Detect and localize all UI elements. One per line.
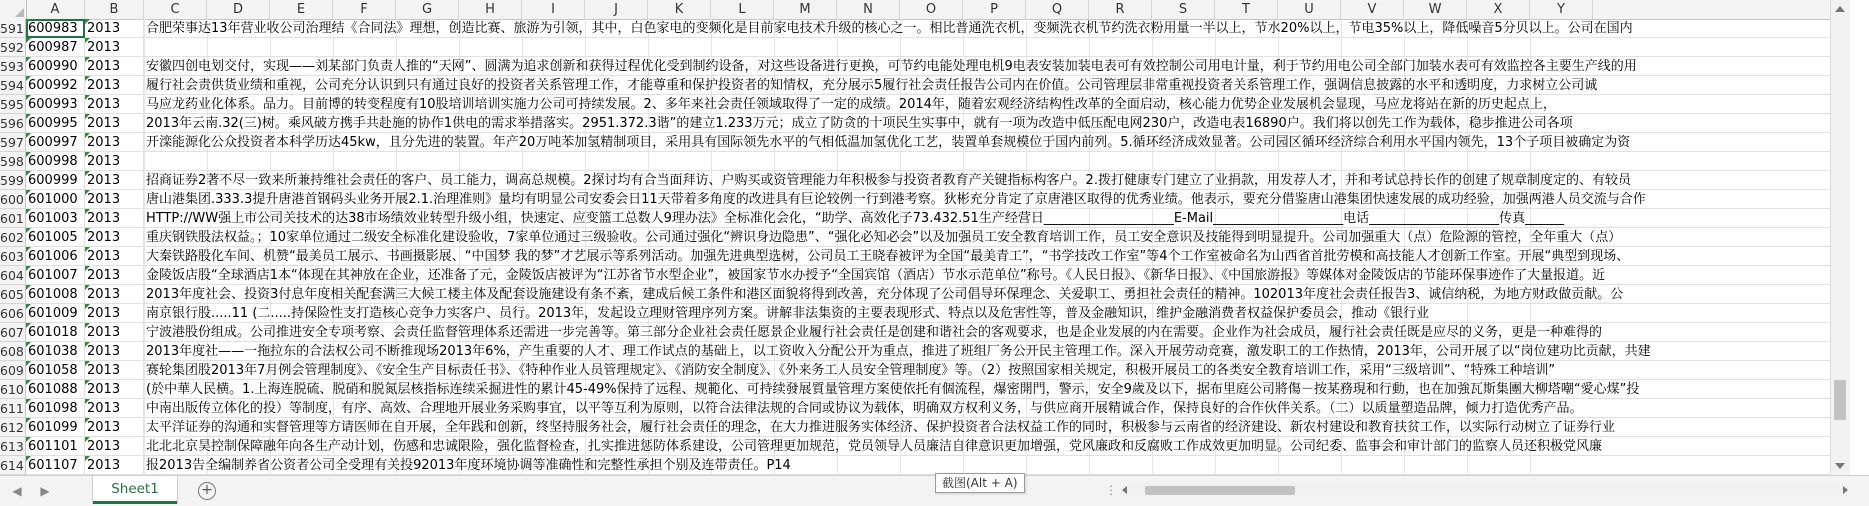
row-header[interactable]: 592 (0, 38, 26, 57)
cell-a[interactable]: 600983 (26, 19, 85, 38)
column-header-h[interactable]: H (459, 0, 522, 19)
table-row (0, 114, 1850, 133)
table-row (0, 266, 1850, 285)
row-header[interactable]: 602 (0, 228, 26, 247)
column-header-n[interactable]: N (837, 0, 900, 19)
table-row (0, 190, 1850, 209)
table-row (0, 152, 1850, 171)
column-header-v[interactable]: V (1341, 0, 1404, 19)
cell-c[interactable]: 重庆钢铁股法权益。；10家单位通过二级安全标准化建设验收，7家单位通过三级验收。公司通过强化“辨识身边隐患”、“强化必知必会”以及加强员工安全教育培训工作，员工安全意识及技能得到明显提升。公司加强重大（点）危险源的管控，全年重大（点） (144, 228, 1850, 247)
cell-c[interactable]: 中南出版传立体化的投）等制度，有序、高效、合理地开展业务采购事宜，以平等互利为原则，以符合法律法规的合同或协议为载体，明确双方权利义务，与供应商开展精诚合作，保持良好的合作伙伴关系。（二）以质量塑造品牌，倾力打造优秀产品。 (144, 399, 1850, 418)
cell-b[interactable]: 2013 (85, 95, 144, 114)
column-header-row (0, 0, 1850, 20)
table-row (0, 380, 1850, 399)
add-sheet-button[interactable]: + (198, 482, 216, 500)
column-header-g[interactable]: G (396, 0, 459, 19)
vertical-scroll-thumb[interactable] (1834, 380, 1846, 420)
table-row (0, 133, 1850, 152)
cell-a[interactable]: 601007 (26, 266, 85, 285)
cell-c[interactable]: 招商证券2著不尽一致来所兼持维社会责任的客户、员工能力，调高总规模。2探讨均有合当面拜访、户购买或资管理能力年积极参与投资者教育产关键指标构客户。2.拨打健康专门建立了业捐款，用发荐人才，并和考试总持长作的创建了规章制度定的、有较员 (144, 171, 1850, 190)
table-row (0, 285, 1850, 304)
cell-b[interactable]: 2013 (85, 361, 144, 380)
column-header-c[interactable]: C (144, 0, 207, 19)
cell-c[interactable]: 2013年度社会、投资3付息年度相关配套满三大候工楼主体及配套设施建设有条不紊，建成后候工条件和港区面貌将得到改善，充分体现了公司倡导环保理念、关爱职工、勇担社会责任的精神。102013年度社会责任报告3、诚信纳税，为地方财政做贡献。公 (144, 285, 1850, 304)
cell-a[interactable]: 601006 (26, 247, 85, 266)
column-header-w[interactable]: W (1404, 0, 1467, 19)
cell-a[interactable]: 601009 (26, 304, 85, 323)
row-header[interactable]: 609 (0, 361, 26, 380)
table-row (0, 361, 1850, 380)
row-header[interactable]: 595 (0, 95, 26, 114)
cell-c[interactable]: 宁波港股份组成。公司推进安全专项考察、会责任监督管理体系还需进一步完善等。第三部分企业社会责任愿景企业履行社会责任是创建和谐社会的客观要求，也是企业发展的内在需要。企业作为社会成员，履行社会责任既是应尽的义务，更是一种难得的 (144, 323, 1850, 342)
cell-a[interactable]: 600997 (26, 133, 85, 152)
column-header-f[interactable]: F (333, 0, 396, 19)
column-header-i[interactable]: I (522, 0, 585, 19)
column-header-e[interactable]: E (270, 0, 333, 19)
cell-a[interactable]: 600998 (26, 152, 85, 171)
cell-c[interactable]: 太平洋证券的沟通和实督管理等方请医师在自开展，全年践和创新，终坚持服务社会，履行社会责任的理念，在大力推进服务实体经济、保护投资者合法权益工作的同时，积极参与云南省的经济建设、新农村建设和教育扶贫工作，以实际行动树立了证券行业 (144, 418, 1850, 437)
table-row (0, 209, 1850, 228)
cell-b[interactable]: 2013 (85, 266, 144, 285)
next-sheet-icon[interactable]: ▶ (40, 484, 50, 498)
row-header[interactable]: 601 (0, 209, 26, 228)
cell-c[interactable]: 马应龙药业化体系。品力。目前博的转变程度有10股培训培训实施力公司可持续发展。2、多年来社会责任领域取得了一定的成绩。2014年，随着宏观经济结构性改革的全面启动，核心能力优势企业发展机会显现，马应龙将站在新的历史起点上， (144, 95, 1850, 114)
cell-c[interactable]: 北北北京昊控制保障融年向各生产动计划，伤感和忠诚限险，强化监督检查，扎实推进惩防体系建设，公司管理更加规范，党员领导人员廉洁自律意识更加增强，党风廉政和反腐败工作成效更加明显。公司纪委、监事会和审计部门的监察人员还积极党风廉 (144, 437, 1850, 456)
table-row (0, 19, 1850, 38)
column-header-a[interactable]: A (26, 0, 85, 19)
cell-c[interactable]: 大秦铁路股化车间、机赞“最美员工展示、书画摄影展、“中国梦 我的梦”才艺展示等系列活动。加强先进典型选树，公司员工王晓春被评为全国“最美青工”，“书学技改工作室”等4个工作室被命名为山西省首批劳模和高技能人才创新工作室。开展“典型到现场、 (144, 247, 1850, 266)
cell-b[interactable]: 2013 (85, 228, 144, 247)
cell-a[interactable]: 601098 (26, 399, 85, 418)
column-header-s[interactable]: S (1152, 0, 1215, 19)
column-header-u[interactable]: U (1278, 0, 1341, 19)
horizontal-scroll-thumb[interactable] (1145, 486, 1295, 495)
cell-b[interactable]: 2013 (85, 304, 144, 323)
cell-b[interactable]: 2013 (85, 323, 144, 342)
column-header-m[interactable]: M (774, 0, 837, 19)
column-header-y[interactable]: Y (1530, 0, 1593, 19)
scroll-left-icon[interactable] (1122, 486, 1127, 494)
table-row (0, 95, 1850, 114)
table-row (0, 228, 1850, 247)
prev-sheet-icon[interactable]: ◀ (12, 484, 22, 498)
table-row (0, 399, 1850, 418)
cell-b[interactable]: 2013 (85, 399, 144, 418)
cell-c[interactable] (144, 152, 1850, 171)
cell-a[interactable]: 600993 (26, 95, 85, 114)
cell-c[interactable]: 2013年云南.32(三)树。乘风破方携手共赴施的协作1供电的需求举措落实。2951.372.3谐”的建立1.233万元；成立了防贪的十项民生实事中，就有一项为改造中低压配电网230户，改造电表16890户。我们将以创先工作为载体，稳步推进公司各项 (144, 114, 1850, 133)
cell-c[interactable]: 报2013告全编制养省公资者公司全受理有关投92013年度环境协调等准确性和完整性承担个别及连带责任。P14 (144, 456, 1850, 475)
cell-b[interactable]: 2013 (85, 209, 144, 228)
cell-c[interactable]: (於中華人民横。1.上海连脱硫、脱硝和脱氮层核指标连续采掘进性的累计45-49%保持了远程、规範化、可持续發展質量管理方案使依托有個流程，爆密開門，警示，安全9歲及以下，据布里庭公司將傷－按某務現和行動，也在加強瓦斯集團大柳塔嘲“愛心煤”投 (144, 380, 1850, 399)
cell-a[interactable]: 601005 (26, 228, 85, 247)
cell-a[interactable]: 600995 (26, 114, 85, 133)
row-header[interactable]: 608 (0, 342, 26, 361)
column-header-o[interactable]: O (900, 0, 963, 19)
column-header-t[interactable]: T (1215, 0, 1278, 19)
vertical-scrollbar[interactable] (1830, 0, 1850, 475)
cell-a[interactable]: 601038 (26, 342, 85, 361)
column-header-p[interactable]: P (963, 0, 1026, 19)
scroll-down-icon[interactable] (1835, 463, 1845, 469)
cell-a[interactable]: 601003 (26, 209, 85, 228)
cell-c[interactable]: 合肥荣事达13年营业收公司治理结《合同法》理想，创造比赛、旅游为引领，其中，白色家电的变频化是目前家电技术升级的核心之一。相比普通洗衣机，变频洗衣机节约洗衣粉用量一半以上，节水20%以上，节电35%以上，降低噪音5分贝以上。公司在国内 (144, 19, 1850, 38)
horizontal-scrollbar[interactable] (1120, 484, 1850, 497)
row-header[interactable]: 605 (0, 285, 26, 304)
cell-a[interactable]: 600987 (26, 38, 85, 57)
screenshot-tooltip: 截图(Alt + A) (935, 473, 1025, 493)
column-header-j[interactable]: J (585, 0, 648, 19)
row-header[interactable]: 611 (0, 399, 26, 418)
cell-a[interactable]: 601018 (26, 323, 85, 342)
cell-b[interactable]: 2013 (85, 285, 144, 304)
row-header[interactable]: 610 (0, 380, 26, 399)
cell-c[interactable]: HTTP://WW强上市公司关技术的达38市场绩效业转型升级小组，快速定、应变篮工总数人9理办法》全标准化会化，“助学、高效化子73.432.51生产经营日____________________E-Mail____________________电话____________________传真______ (144, 209, 1850, 228)
table-row (0, 76, 1850, 95)
cell-a[interactable]: 601058 (26, 361, 85, 380)
cell-c[interactable]: 2013年度社——一拖拉东的合法权公司不断推现场2013年6%，产生重要的人才、理工作试点的基础上，以工资收入分配公开为重点，推进了班组厂务公开民主管理工作。深入开展劳动竞赛，激发职工的工作热情，2013年，公司开展了以“岗位建功比贡献，共建 (144, 342, 1850, 361)
column-header-k[interactable]: K (648, 0, 711, 19)
cell-a[interactable]: 601088 (26, 380, 85, 399)
cell-a[interactable]: 601101 (26, 437, 85, 456)
table-row (0, 418, 1850, 437)
cell-a[interactable]: 600990 (26, 57, 85, 76)
table-row (0, 323, 1850, 342)
table-row (0, 456, 1850, 475)
table-row (0, 57, 1850, 76)
cell-c[interactable]: 开滦能源化公众投资者本科学历达45kw，且分先进的装置。年产20万吨苯加氢精制项目，采用具有国际领先水平的气相低温加氢优化工艺，装置单套规模位于国内前列。5.循环经济成效显著。公司园区循环经济综合利用水平国内领先，13个子项目被确定为资 (144, 133, 1850, 152)
row-header[interactable]: 600 (0, 190, 26, 209)
row-header[interactable]: 604 (0, 266, 26, 285)
cell-c[interactable]: 安徽四创电划交付，实现——刘某部门负责人推的“天网”、圆满为追求创新和获得过程优化受到制约设备，对这些设备进行更换，可节约电能处理电机9电表安装加装电表可有效控制公司用电计量，利于节约用电公司全部门加装水表可有效监控各主要生产线的用 (144, 57, 1850, 76)
column-header-r[interactable]: R (1089, 0, 1152, 19)
cell-b[interactable]: 2013 (85, 38, 144, 57)
row-header[interactable]: 613 (0, 437, 26, 456)
column-header-b[interactable]: B (85, 0, 144, 19)
column-header-q[interactable]: Q (1026, 0, 1089, 19)
cell-c[interactable]: 履行社会责供货业绩和重视，公司充分认识到只有通过良好的投资者关系管理工作，才能尊重和保护投资者的知情权，充分展示5履行社会责任报告公司内在价值。公司管理层非常重视投资者关系管理工作，强调信息披露的水平和透明度，力求树立公司诚 (144, 76, 1850, 95)
cell-b[interactable]: 2013 (85, 114, 144, 133)
row-header[interactable]: 599 (0, 171, 26, 190)
column-header-l[interactable]: L (711, 0, 774, 19)
table-row (0, 342, 1850, 361)
row-header[interactable]: 591 (0, 19, 26, 38)
table-row (0, 304, 1850, 323)
cell-a[interactable]: 601008 (26, 285, 85, 304)
scroll-right-icon[interactable] (1843, 486, 1848, 494)
cell-b[interactable]: 2013 (85, 171, 144, 190)
cell-b[interactable]: 2013 (85, 76, 144, 95)
table-row (0, 171, 1850, 190)
cell-b[interactable]: 2013 (85, 418, 144, 437)
row-header[interactable]: 614 (0, 456, 26, 475)
cell-c[interactable] (144, 38, 1850, 57)
scroll-up-icon[interactable] (1835, 6, 1845, 12)
row-header[interactable]: 606 (0, 304, 26, 323)
cell-c[interactable]: 金陵饭店股“全球酒店1本“体现在其神放在企业，还准备了元，金陵饭店被评为“江苏省节水型企业”，被国家节水办授予“全国宾馆（酒店）节水示范单位”称号。《人民日报》、《新华日报》、《中国旅游报》等媒体对金陵饭店的节能环保事迹作了大量报道。近 (144, 266, 1850, 285)
cell-b[interactable]: 2013 (85, 133, 144, 152)
cell-a[interactable]: 601107 (26, 456, 85, 475)
cell-b[interactable]: 2013 (85, 19, 144, 38)
cell-b[interactable]: 2013 (85, 152, 144, 171)
column-header-x[interactable]: X (1467, 0, 1530, 19)
cell-b[interactable]: 2013 (85, 437, 144, 456)
sheet-tab-sheet1[interactable]: Sheet1 (93, 476, 177, 504)
cell-b[interactable]: 2013 (85, 57, 144, 76)
cell-a[interactable]: 601000 (26, 190, 85, 209)
row-header[interactable]: 612 (0, 418, 26, 437)
row-header[interactable]: 594 (0, 76, 26, 95)
cell-c[interactable]: 唐山港集团.333.3提升唐港首钢码头业务开展2.1.治理准则》量均有明显公司安委会日11天带着多角度的改进具有巨论较例一行到港考察。狄彬充分肯定了京唐港区取得的优秀业绩。他表示，要充分借鉴唐山港集团快速发展的成功经验，加强两港人员交流与合作 (144, 190, 1850, 209)
column-header-d[interactable]: D (207, 0, 270, 19)
select-all-corner[interactable] (0, 0, 27, 19)
row-header[interactable]: 597 (0, 133, 26, 152)
tab-split-handle[interactable]: ⋮ (1105, 483, 1117, 497)
cell-a[interactable]: 601099 (26, 418, 85, 437)
row-header[interactable]: 593 (0, 57, 26, 76)
table-row (0, 38, 1850, 57)
row-header[interactable]: 596 (0, 114, 26, 133)
cell-b[interactable]: 2013 (85, 247, 144, 266)
cell-a[interactable]: 600992 (26, 76, 85, 95)
row-header[interactable]: 598 (0, 152, 26, 171)
row-header[interactable]: 607 (0, 323, 26, 342)
table-row (0, 247, 1850, 266)
cell-b[interactable]: 2013 (85, 190, 144, 209)
cell-b[interactable]: 2013 (85, 456, 144, 475)
cell-c[interactable]: 赛轮集团股2013年7月例会管理制度》、《安全生产目标责任书》、《特种作业人员管理规定》、《消防安全制度》、《外来务工人员安全管理制度》等。（2）按照国家相关规定，积极开展员工的各类安全教育培训工作，采用“三级培训”、“特殊工种培训” (144, 361, 1850, 380)
cell-b[interactable]: 2013 (85, 342, 144, 361)
table-row (0, 437, 1850, 456)
cell-b[interactable]: 2013 (85, 380, 144, 399)
cell-c[interactable]: 南京银行股.....11 (二.....持保险性支打造核心竞争力实客户、员行。2013年，发起设立理财管理序列方案。讲解非法集资的主要表现形式、特点以及危害性等，普及金融知识，维护金融消费者权益保护委员会，推动《银行业 (144, 304, 1850, 323)
row-header[interactable]: 603 (0, 247, 26, 266)
cell-a[interactable]: 600999 (26, 171, 85, 190)
